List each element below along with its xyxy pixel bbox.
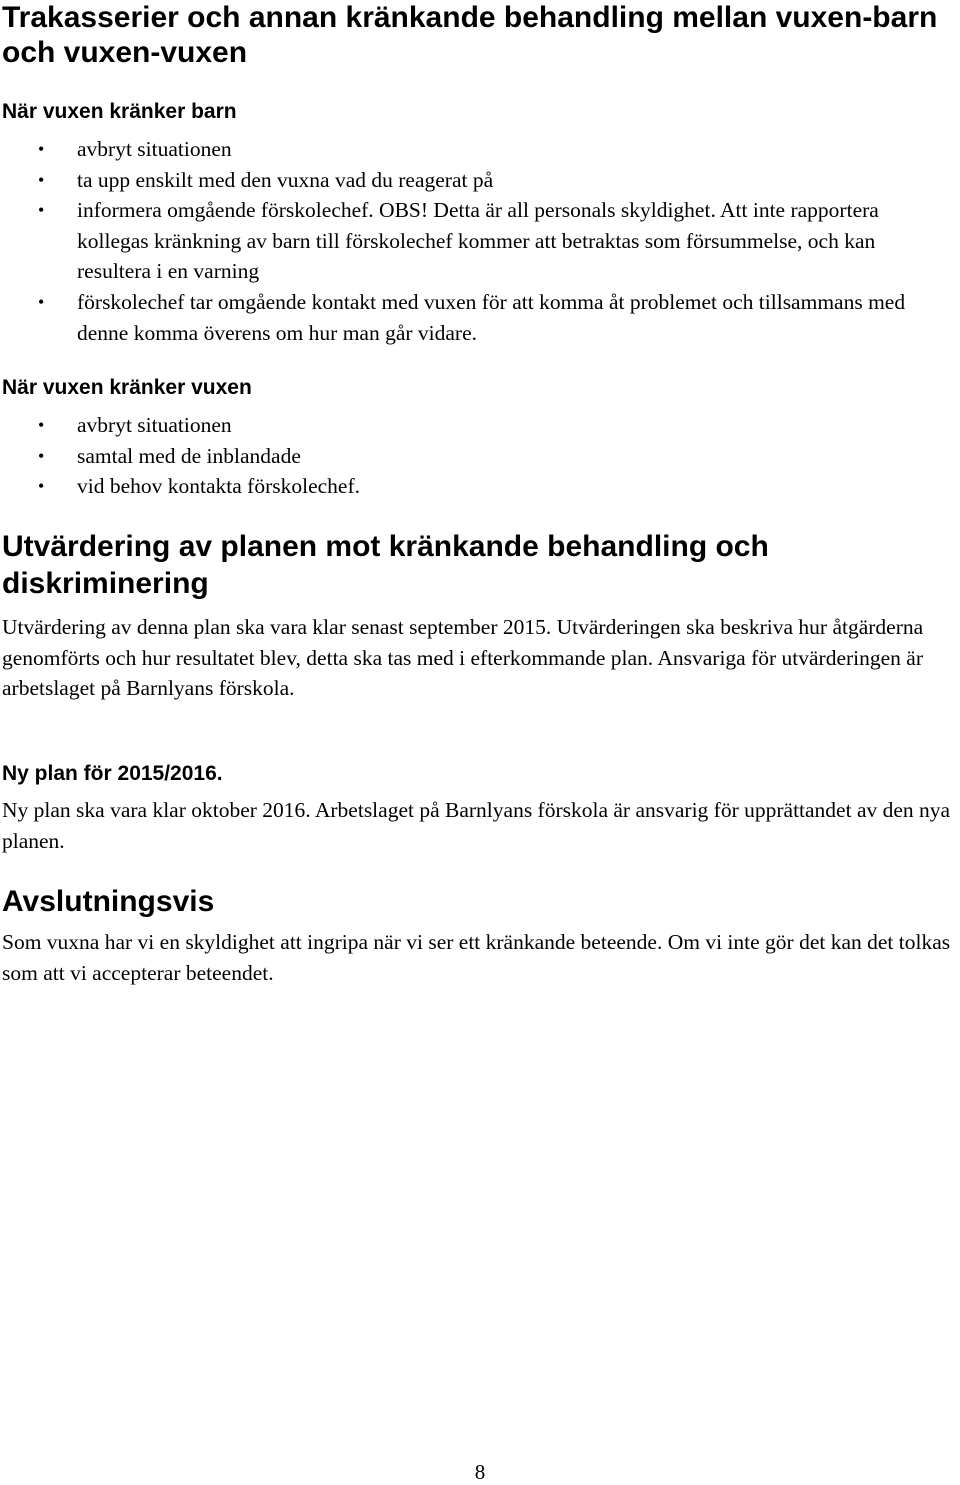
adult-adult-list [0,410,960,502]
bullet-icon: • [38,476,45,497]
bullet-icon: • [38,291,45,312]
subheading-adult-adult: När vuxen kränker vuxen [2,376,252,399]
list-item: • avbryt situationen [0,134,947,165]
list-item: • förskolechef tar omgående kontakt med vuxen för att komma åt problemet och tillsammans med denne komma överens om hur man går vidare. [0,287,947,348]
closing-paragraph: Som vuxna har vi en skyldighet att ingripa när vi ser ett kränkande beteende. Om vi inte gör det kan det tolkas som att vi accepterar beteendet. [2,930,951,985]
evaluation-heading: Utvärdering av planen mot kränkande behandling och diskriminering [2,530,769,600]
adult-child-list [0,134,960,348]
list-item: • samtal med de inblandade [0,441,947,472]
new-plan-paragraph: Ny plan ska vara klar oktober 2016. Arbetslaget på Barnlyans förskola är ansvarig för upprättandet av den nya planen. [2,798,951,853]
evaluation-paragraph: Utvärdering av denna plan ska vara klar senast september 2015. Utvärderingen ska beskriva hur åtgärderna genomförts och hur resultatet blev, detta ska tas med i efterkommande plan. Ansvariga för utvärderingen är arbetslaget på Barnlyans förskola. [2,615,924,701]
bullet-icon: • [38,415,45,435]
list-item: • vid behov kontakta förskolechef. [0,471,947,502]
new-plan-heading: Ny plan för 2015/2016. [2,762,223,785]
bullet-icon: • [38,200,45,221]
list-item: • ta upp enskilt med den vuxna vad du reagerat på [0,165,947,196]
bullet-icon: • [38,445,45,466]
bullet-icon: • [38,169,45,190]
list-item: • avbryt situationen [0,410,947,441]
list-item: • informera omgående förskolechef. OBS! Detta är all personals skyldighet. Att inte rapportera kollegas kränkning av barn till förskolechef kommer att betraktas som försummelse, och kan resultera i en varning [0,195,947,287]
page-number: 8 [474,1460,486,1484]
main-heading: Trakasserier och annan kränkande behandling mellan vuxen-barn och vuxen-vuxen [2,1,938,69]
subheading-adult-child: När vuxen kränker barn [2,100,237,123]
bullet-icon: • [38,139,45,159]
closing-heading: Avslutningsvis [2,885,215,918]
